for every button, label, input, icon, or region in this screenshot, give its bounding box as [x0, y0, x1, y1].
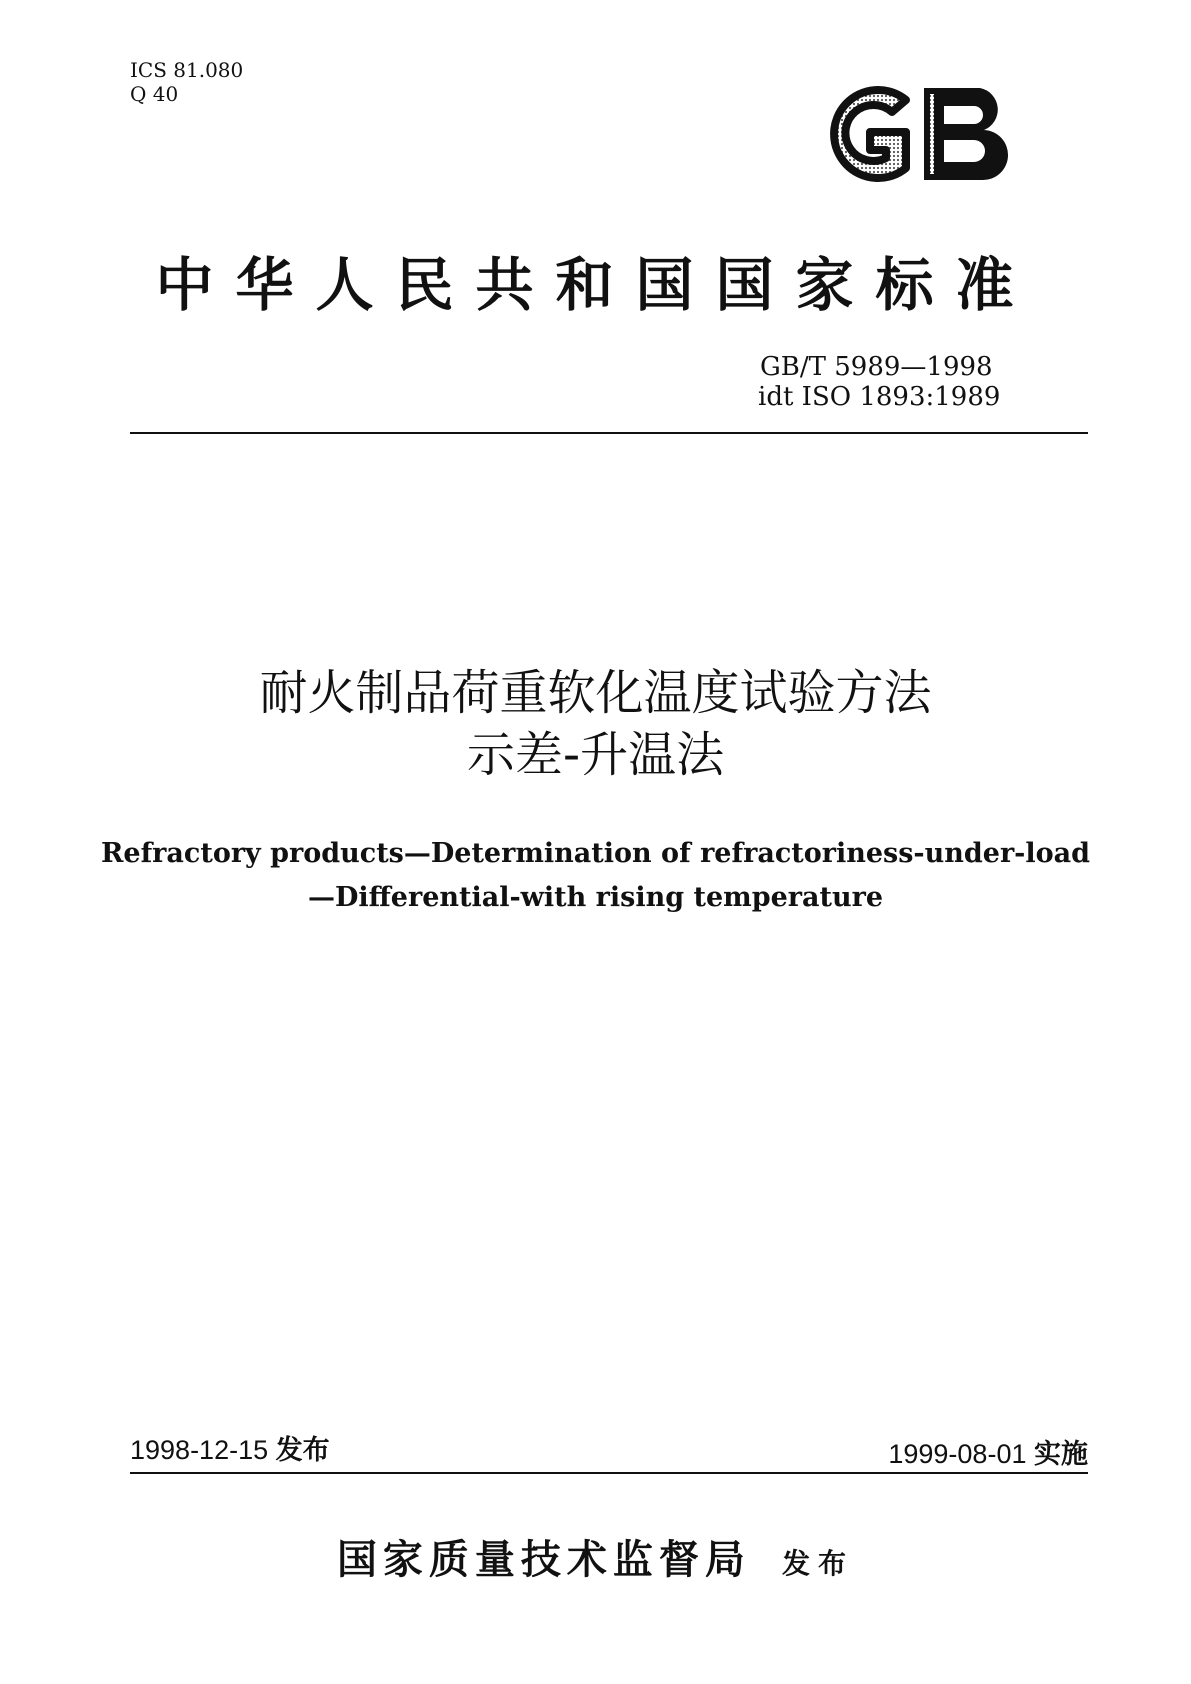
standard-identifiers: [760, 352, 1000, 412]
issue-label: 发布: [275, 1435, 330, 1466]
publisher-action: 发布: [782, 1547, 855, 1580]
ccs-code: Q 40: [130, 82, 179, 106]
effective-date-value: 1999-08-01: [888, 1439, 1027, 1469]
chinese-title-line1: 耐火制品荷重软化温度试验方法: [259, 665, 932, 721]
gb-emblem-icon: [808, 78, 1023, 190]
effective-date: [888, 1432, 1088, 1471]
english-title-line1: Refractory products—Determination of refractoriness-under-load: [100, 838, 1091, 869]
issue-date: [130, 1428, 330, 1467]
header-divider: [130, 432, 1088, 434]
english-title: [0, 832, 1191, 920]
chinese-title: [0, 662, 1191, 786]
publisher-organization: 国家质量技术监督局: [336, 1536, 751, 1583]
standard-number: GB/T 5989—1998: [760, 352, 993, 382]
iso-equivalence: idt ISO 1893:1989: [758, 382, 1001, 412]
chinese-title-line2: 示差-升温法: [466, 727, 725, 783]
english-title-line2: —Differential-with rising temperature: [307, 882, 884, 913]
publisher-line: [0, 1528, 1191, 1585]
effective-label: 实施: [1034, 1439, 1088, 1470]
issue-date-value: 1998-12-15: [130, 1435, 269, 1465]
ics-code: ICS 81.080: [130, 58, 244, 82]
classification-codes: [130, 58, 243, 106]
national-standard-title: 中华人民共和国国家标准: [155, 251, 1036, 319]
footer-divider: [130, 1472, 1088, 1474]
